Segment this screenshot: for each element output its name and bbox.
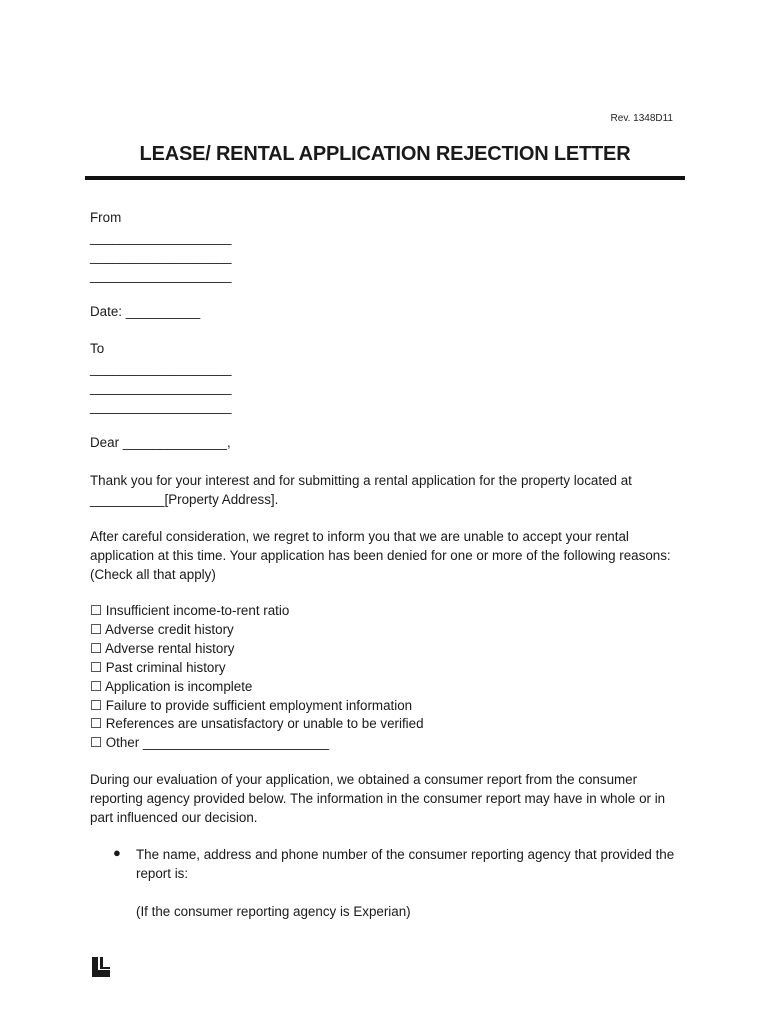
- reason-checkbox-rental[interactable]: ☐ Adverse rental history: [90, 641, 235, 656]
- revision-number: Rev. 1348D11: [610, 113, 673, 124]
- to-line-1[interactable]: ___________________: [90, 361, 232, 376]
- to-label: To: [90, 341, 105, 356]
- from-line-1[interactable]: ___________________: [90, 230, 232, 245]
- to-line-3[interactable]: ___________________: [90, 399, 232, 414]
- bullet-marker: ●: [113, 845, 121, 860]
- from-line-2[interactable]: ___________________: [90, 249, 232, 264]
- reason-checkbox-other[interactable]: ☐ Other _________________________: [90, 735, 330, 750]
- reason-checkbox-employment[interactable]: ☐ Failure to provide sufficient employment information: [90, 698, 413, 713]
- date-field[interactable]: Date: __________: [90, 304, 201, 319]
- reason-checkbox-criminal[interactable]: ☐ Past criminal history: [90, 660, 226, 675]
- reason-checkbox-incomplete[interactable]: ☐ Application is incomplete: [90, 679, 253, 694]
- reason-checkbox-references[interactable]: ☐ References are unsatisfactory or unable to be verified: [90, 716, 424, 731]
- experian-note: (If the consumer reporting agency is Experian): [136, 904, 411, 919]
- from-label: From: [90, 210, 122, 225]
- from-line-3[interactable]: ___________________: [90, 268, 232, 283]
- document-title: LEASE/ RENTAL APPLICATION REJECTION LETTER: [139, 143, 631, 165]
- agency-bullet-text: The name, address and phone number of the consumer reporting agency that provided the report is:: [136, 847, 675, 881]
- evaluation-paragraph: During our evaluation of your application, we obtained a consumer report from the consumer reporting agency provided below. The information in the consumer report may have in whole or in part influenced our decision.: [90, 772, 666, 825]
- brand-logo-icon: [91, 957, 111, 977]
- intro-paragraph: Thank you for your interest and for submitting a rental application for the property located at __________[Property Address].: [90, 473, 632, 507]
- title-divider: [85, 176, 685, 180]
- greeting[interactable]: Dear ______________,: [90, 435, 231, 450]
- to-line-2[interactable]: ___________________: [90, 380, 232, 395]
- consideration-paragraph: After careful consideration, we regret to inform you that we are unable to accept your rental application at this time. Your application has been denied for one or more of the following reasons: (Check all that apply): [90, 529, 671, 582]
- reason-checkbox-income[interactable]: ☐ Insufficient income-to-rent ratio: [90, 603, 290, 618]
- reason-checkbox-credit[interactable]: ☐ Adverse credit history: [90, 622, 234, 637]
